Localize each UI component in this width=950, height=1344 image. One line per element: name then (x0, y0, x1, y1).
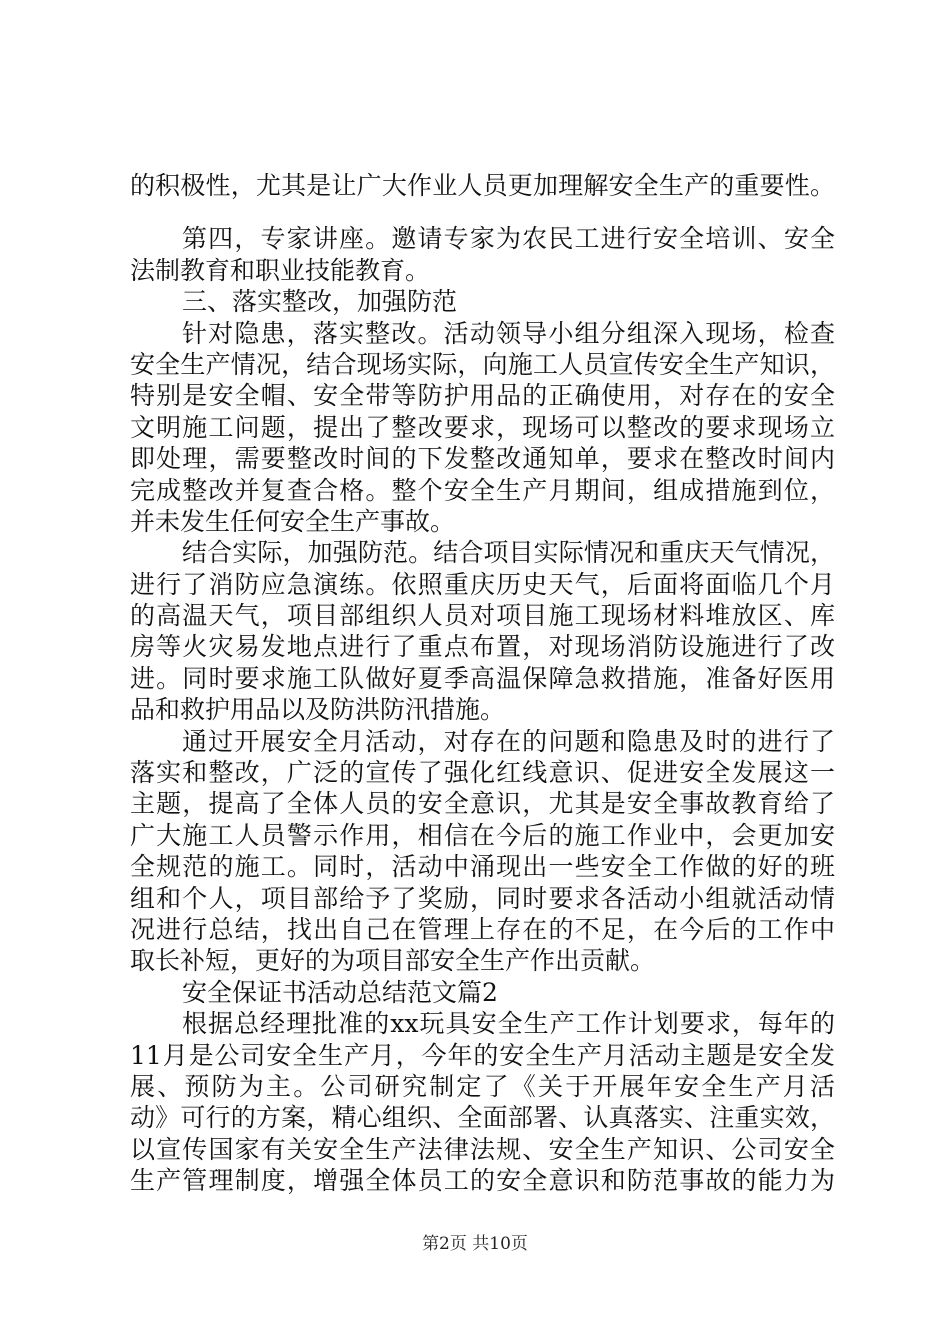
paragraph-gap (130, 201, 835, 223)
section-heading: 安全保证书活动总结范文篇2 (182, 977, 498, 1007)
page-footer (0, 1232, 950, 1256)
text-line: 的高温天气，项目部组织人员对项目施工现场材料堆放区、库 (130, 601, 835, 631)
text-line: 品和救护用品以及防洪防汛措施。 (130, 695, 506, 725)
text-line: 根据总经理批准的xx玩具安全生产工作计划要求，每年的 (182, 1009, 835, 1039)
text-line: 动》可行的方案，精心组织、全面部署、认真落实、注重实效， (130, 1103, 835, 1133)
text-line: 主题，提高了全体人员的安全意识，尤其是安全事故教育给了 (130, 789, 835, 819)
page-number: 第2页 共10页 (422, 1234, 528, 1254)
text-line: 进行了消防应急演练。依照重庆历史天气，后面将面临几个月 (130, 569, 835, 599)
text-line: 房等火灾易发地点进行了重点布置，对现场消防设施进行了改 (130, 632, 835, 662)
text-line: 况进行总结，找出自己在管理上存在的不足，在今后的工作中 (130, 914, 835, 944)
text-line: 针对隐患，落实整改。活动领导小组分组深入现场，检查 (182, 318, 835, 348)
text-line: 生产管理制度，增强全体员工的安全意识和防范事故的能力为 (130, 1166, 835, 1196)
text-line: 11月是公司安全生产月，今年的安全生产月活动主题是安全发 (130, 1040, 835, 1070)
text-line: 第四，专家讲座。邀请专家为农民工进行安全培训、安全 (182, 224, 835, 254)
text-line: 完成整改并复查合格。整个安全生产月期间，组成措施到位， (130, 475, 835, 505)
text-line: 全规范的施工。同时，活动中涌现出一些安全工作做的好的班 (130, 852, 835, 882)
text-line: 通过开展安全月活动，对存在的问题和隐患及时的进行了 (182, 726, 835, 756)
text-line: 以宣传国家有关安全生产法律法规、安全生产知识、公司安全 (130, 1134, 835, 1164)
text-line: 法制教育和职业技能教育。 (130, 255, 431, 285)
text-line: 的积极性，尤其是让广大作业人员更加理解安全生产的重要性。 (130, 171, 835, 200)
text-line: 特别是安全帽、安全带等防护用品的正确使用，对存在的安全 (130, 381, 835, 411)
section-heading: 三、落实整改，加强防范 (182, 287, 458, 317)
text-line: 结合实际，加强防范。结合项目实际情况和重庆天气情况， (182, 538, 835, 568)
text-line: 进。同时要求施工队做好夏季高温保障急救措施，准备好医用 (130, 663, 835, 693)
text-line: 并未发生任何安全生产事故。 (130, 506, 456, 536)
text-line: 即处理，需要整改时间的下发整改通知单，要求在整改时间内 (130, 444, 835, 474)
text-line: 文明施工问题，提出了整改要求，现场可以整改的要求现场立 (130, 412, 835, 442)
text-line: 安全生产情况，结合现场实际，向施工人员宣传安全生产知识， (130, 349, 835, 379)
text-line: 广大施工人员警示作用，相信在今后的施工作业中，会更加安 (130, 820, 835, 850)
text-line: 取长补短，更好的为项目部安全生产作出贡献。 (130, 946, 656, 976)
text-line: 落实和整改，广泛的宣传了强化红线意识、促进安全发展这一 (130, 758, 835, 788)
document-body (130, 170, 835, 1197)
text-line: 展、预防为主。公司研究制定了《关于开展年安全生产月活 (130, 1071, 835, 1101)
text-line: 组和个人，项目部给予了奖励，同时要求各活动小组就活动情 (130, 883, 835, 913)
